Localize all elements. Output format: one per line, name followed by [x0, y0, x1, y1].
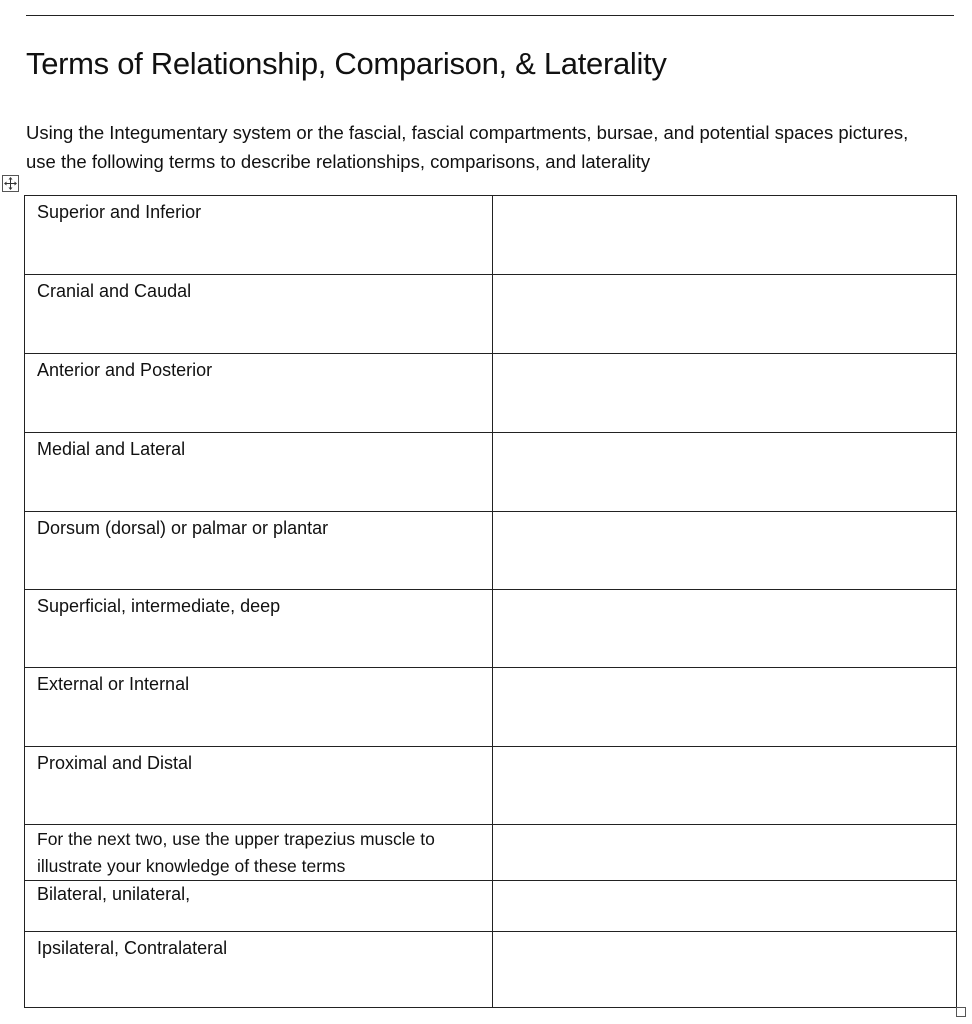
table-row — [25, 747, 957, 825]
term-cell: Superior and Inferior — [25, 196, 493, 275]
table-move-handle[interactable] — [2, 175, 19, 192]
term-cell: Superficial, intermediate, deep — [25, 590, 493, 668]
answer-cell[interactable] — [493, 433, 957, 512]
table-row — [25, 275, 957, 354]
table-row — [25, 433, 957, 512]
answer-cell[interactable] — [493, 747, 957, 825]
term-cell: Medial and Lateral — [25, 433, 493, 512]
term-cell: Cranial and Caudal — [25, 275, 493, 354]
answer-cell[interactable] — [493, 275, 957, 354]
resize-handle-icon[interactable] — [956, 1007, 966, 1017]
answer-cell[interactable] — [493, 354, 957, 433]
table-row — [25, 881, 957, 932]
top-divider — [26, 15, 954, 16]
answer-cell[interactable] — [493, 932, 957, 1008]
answer-cell[interactable] — [493, 881, 957, 932]
term-cell: Dorsum (dorsal) or palmar or plantar — [25, 512, 493, 590]
table-row — [25, 590, 957, 668]
term-cell: Anterior and Posterior — [25, 354, 493, 433]
table-row — [25, 932, 957, 1008]
intro-paragraph: Using the Integumentary system or the fascial, fascial compartments, bursae, and potential spaces pictures, use the following terms to describe relationships, comparisons, and laterality — [26, 122, 909, 172]
move-arrows-icon — [3, 176, 18, 191]
table-row — [25, 825, 957, 881]
answer-cell[interactable] — [493, 825, 957, 881]
term-cell: Ipsilateral, Contralateral — [25, 932, 493, 1008]
term-cell: Proximal and Distal — [25, 747, 493, 825]
term-cell: Bilateral, unilateral, — [25, 881, 493, 932]
terms-table — [24, 195, 957, 1008]
page-title: Terms of Relationship, Comparison, & Laterality — [26, 46, 667, 81]
answer-cell[interactable] — [493, 196, 957, 275]
term-cell: For the next two, use the upper trapezius muscle to illustrate your knowledge of these terms — [25, 825, 493, 881]
answer-cell[interactable] — [493, 512, 957, 590]
table-row — [25, 354, 957, 433]
table-row — [25, 512, 957, 590]
answer-cell[interactable] — [493, 590, 957, 668]
answer-cell[interactable] — [493, 668, 957, 747]
table-row — [25, 668, 957, 747]
term-cell: External or Internal — [25, 668, 493, 747]
table-row — [25, 196, 957, 275]
